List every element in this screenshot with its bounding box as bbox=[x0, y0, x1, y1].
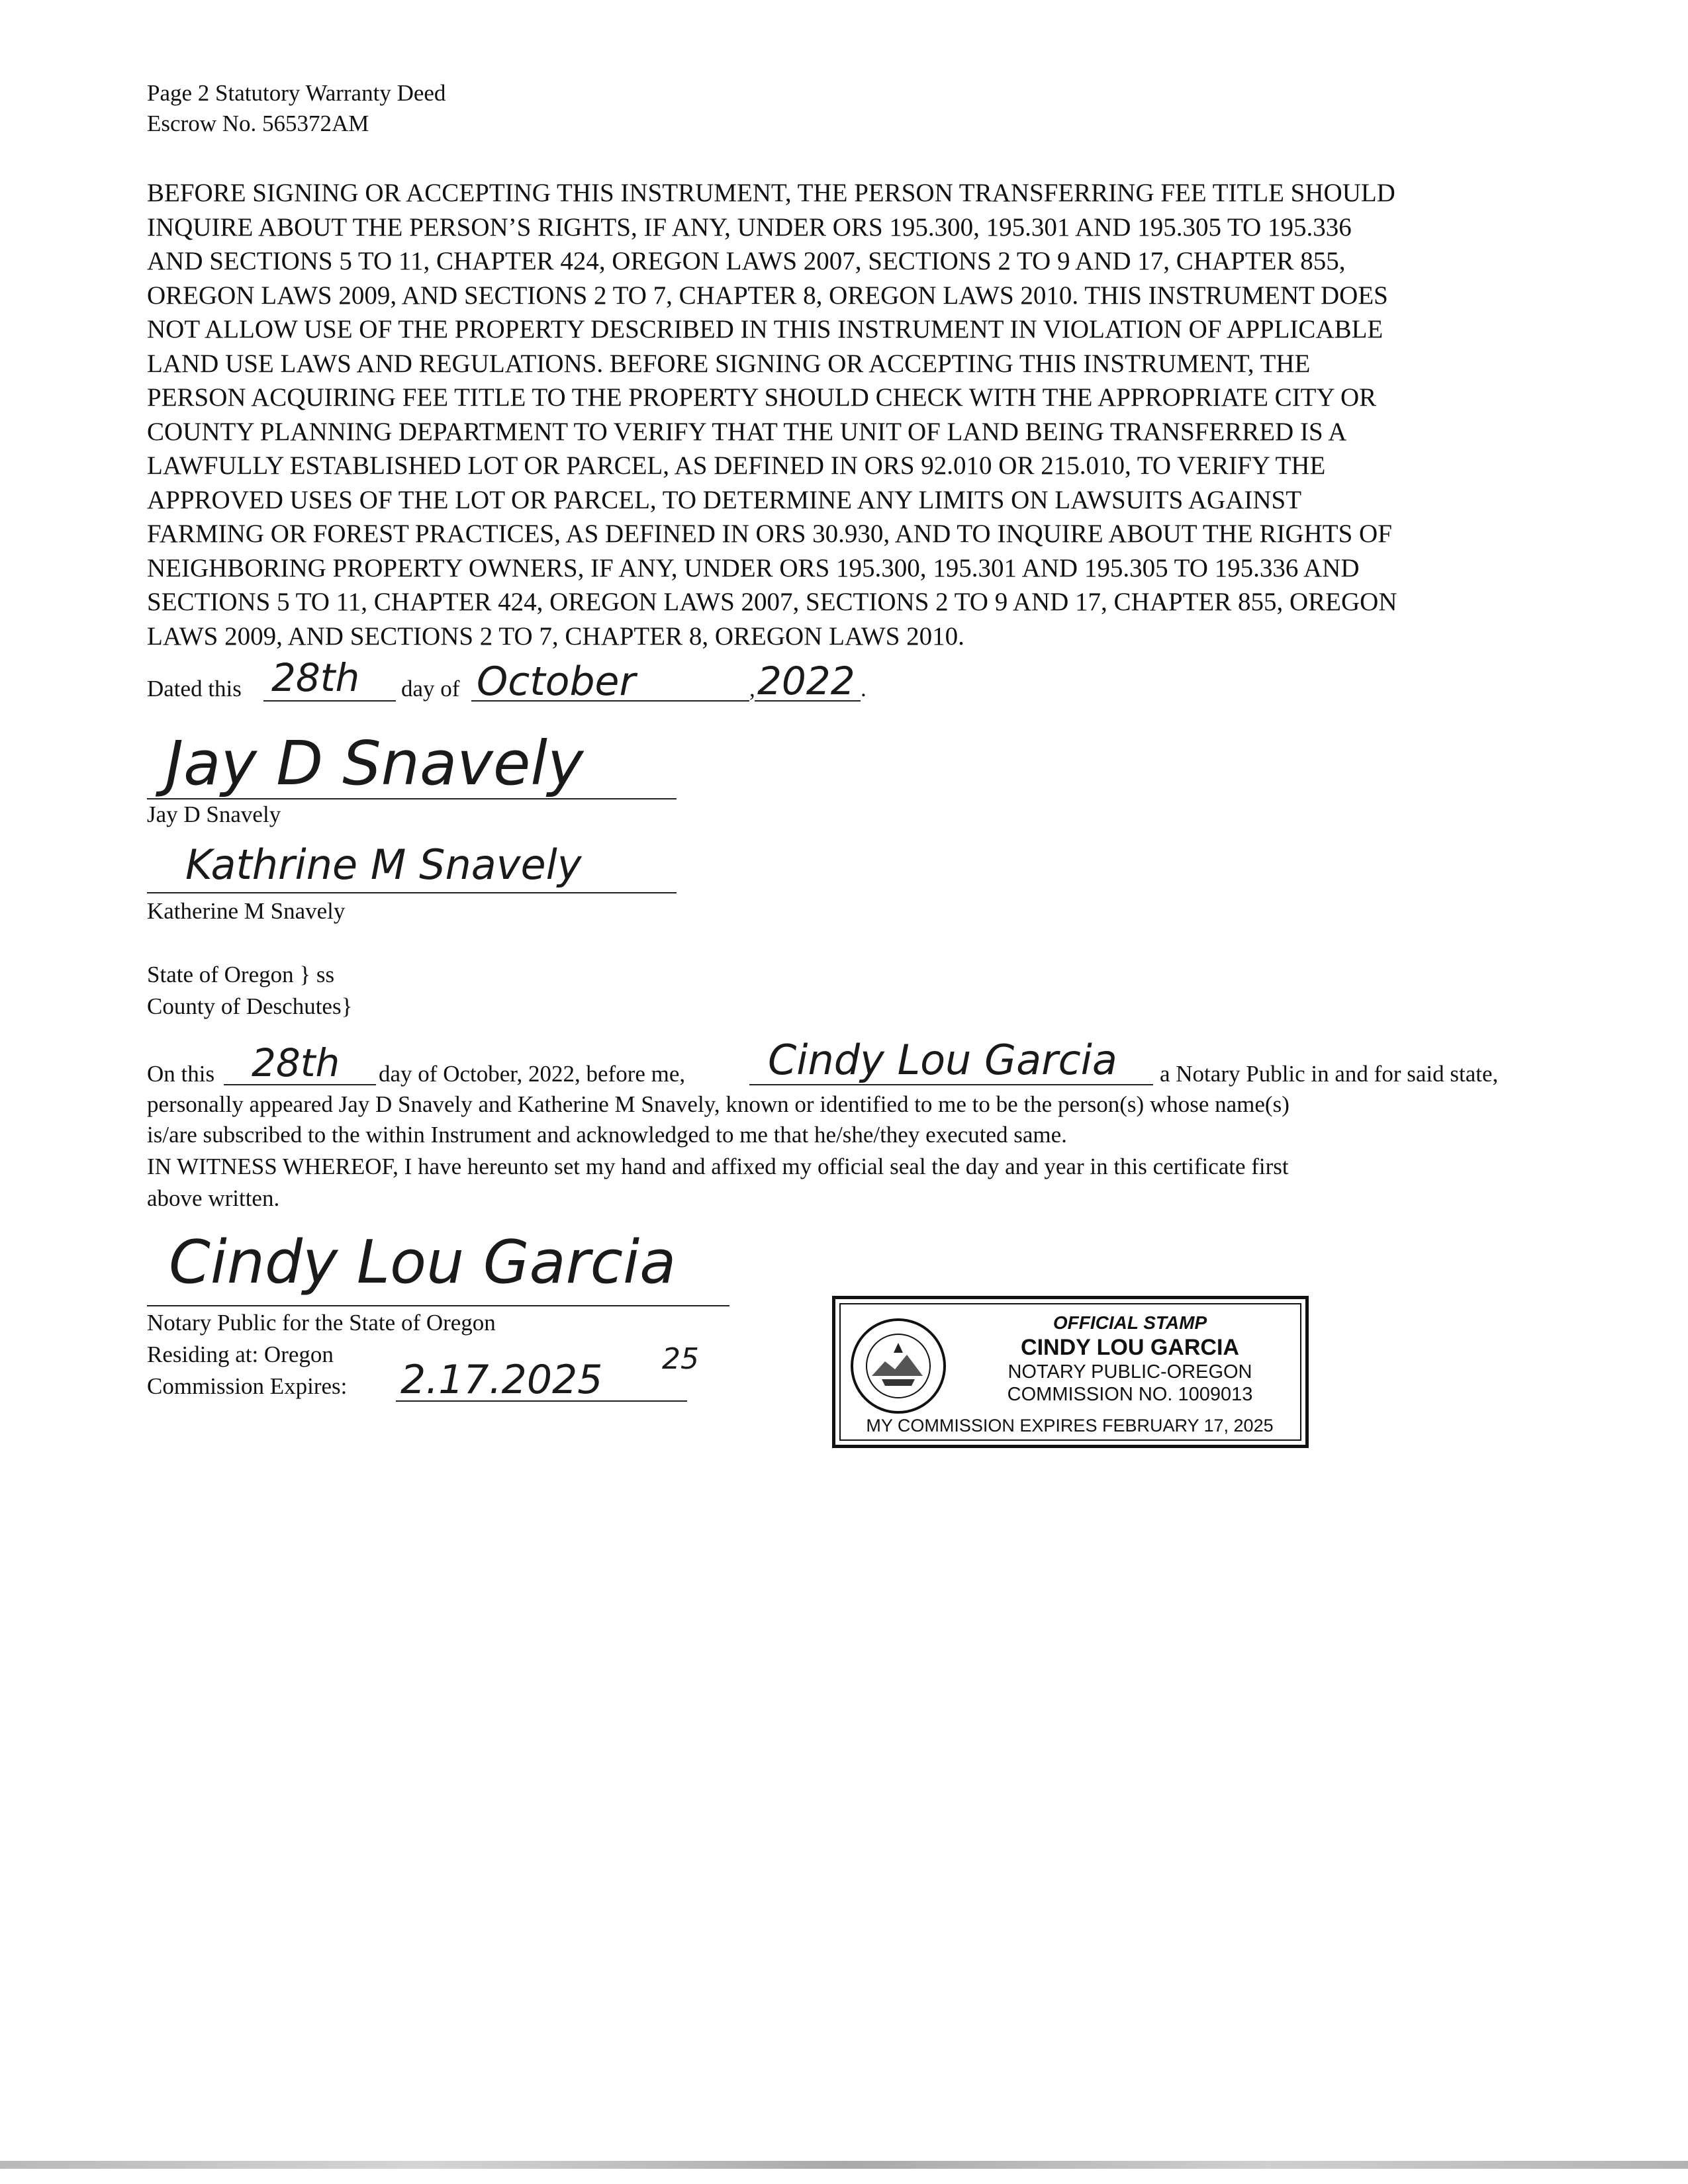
stamp-expiration: MY COMMISSION EXPIRES FEBRUARY 17, 2025 bbox=[866, 1416, 1274, 1435]
notary-block-line-1: Notary Public for the State of Oregon bbox=[147, 1310, 496, 1336]
notary-expires-line bbox=[396, 1400, 687, 1402]
scan-edge bbox=[0, 2161, 1688, 2169]
dated-month-line bbox=[471, 700, 749, 702]
dated-prefix: Dated this bbox=[147, 676, 242, 702]
stamp-title: OFFICIAL STAMP bbox=[1053, 1312, 1207, 1333]
notice-line: LAWS 2009, AND SECTIONS 2 TO 7, CHAPTER 8, OREGON LAWS 2010. bbox=[147, 621, 964, 651]
signature-jay-snavely: Jay D Snavely bbox=[165, 728, 584, 799]
dated-month-handwritten: October bbox=[477, 659, 636, 705]
signature-line-1 bbox=[147, 798, 677, 799]
signer-name-1: Jay D Snavely bbox=[147, 801, 281, 827]
notice-line: NOT ALLOW USE OF THE PROPERTY DESCRIBED IN THIS INSTRUMENT IN VIOLATION OF APPLICABLE bbox=[147, 315, 1383, 343]
dated-year-line bbox=[755, 700, 861, 702]
notice-line: FARMING OR FOREST PRACTICES, AS DEFINED IN ORS 30.930, AND TO INQUIRE ABOUT THE RIGHTS OF bbox=[147, 520, 1392, 548]
statutory-notice bbox=[147, 176, 1550, 653]
dated-day-line bbox=[263, 700, 396, 702]
notice-line: AND SECTIONS 5 TO 11, CHAPTER 424, OREGON LAWS 2007, SECTIONS 2 TO 9 AND 17, CHAPTER 855, bbox=[147, 247, 1346, 275]
dated-period: . bbox=[861, 676, 867, 702]
ack-notary-name-handwritten: Cindy Lou Garcia bbox=[768, 1036, 1117, 1084]
dated-year-handwritten: 2022 bbox=[757, 659, 855, 704]
notice-line: LAND USE LAWS AND REGULATIONS. BEFORE SIGNING OR ACCEPTING THIS INSTRUMENT, THE bbox=[147, 349, 1311, 378]
ack-notary-name-line bbox=[749, 1084, 1153, 1085]
signature-line-2 bbox=[147, 892, 677, 893]
ack-day-line bbox=[224, 1084, 376, 1085]
notary-expires-correction: 25 bbox=[662, 1342, 699, 1376]
stamp-role: NOTARY PUBLIC-OREGON bbox=[1008, 1361, 1252, 1383]
notary-block-line-2: Residing at: Oregon bbox=[147, 1342, 334, 1367]
ack-line-4: IN WITNESS WHEREOF, I have hereunto set my hand and affixed my official seal the day and year in this certificate first bbox=[147, 1154, 1289, 1179]
notice-line: BEFORE SIGNING OR ACCEPTING THIS INSTRUMENT, THE PERSON TRANSFERRING FEE TITLE SHOULD bbox=[147, 179, 1395, 207]
notice-line: NEIGHBORING PROPERTY OWNERS, IF ANY, UNDER ORS 195.300, 195.301 AND 195.305 TO 195.336 AND bbox=[147, 553, 1360, 582]
ack-line-2: personally appeared Jay D Snavely and Katherine M Snavely, known or identified to me to be the person(s) whose name(s) bbox=[147, 1091, 1289, 1117]
ack-day-handwritten: 28th bbox=[252, 1040, 340, 1085]
notice-line: PERSON ACQUIRING FEE TITLE TO THE PROPERTY SHOULD CHECK WITH THE APPROPRIATE CITY OR bbox=[147, 383, 1377, 412]
notary-block-expires-label: Commission Expires: bbox=[147, 1373, 348, 1399]
ack-on-this: On this bbox=[147, 1061, 215, 1087]
dated-comma: , bbox=[749, 676, 755, 702]
ack-line-3: is/are subscribed to the within Instrument and acknowledged to me that he/she/they executed same. bbox=[147, 1122, 1067, 1148]
notice-line: SECTIONS 5 TO 11, CHAPTER 424, OREGON LAWS 2007, SECTIONS 2 TO 9 AND 17, CHAPTER 855, OREGON bbox=[147, 588, 1397, 616]
notice-line: APPROVED USES OF THE LOT OR PARCEL, TO DETERMINE ANY LIMITS ON LAWSUITS AGAINST bbox=[147, 485, 1302, 514]
ack-before-me: day of October, 2022, before me, bbox=[379, 1061, 686, 1087]
notice-line: COUNTY PLANNING DEPARTMENT TO VERIFY THAT THE UNIT OF LAND BEING TRANSFERRED IS A bbox=[147, 417, 1347, 446]
signature-katherine-snavely: Kathrine M Snavely bbox=[185, 841, 582, 889]
notary-signature: Cindy Lou Garcia bbox=[169, 1228, 677, 1297]
notice-line: INQUIRE ABOUT THE PERSON’S RIGHTS, IF ANY, UNDER ORS 195.300, 195.301 AND 195.305 TO 195.336 bbox=[147, 212, 1352, 242]
notary-expires-handwritten: 2.17.2025 bbox=[400, 1357, 603, 1403]
signer-name-2: Katherine M Snavely bbox=[147, 898, 346, 924]
dated-day-handwritten: 28th bbox=[271, 655, 360, 700]
official-notary-stamp bbox=[832, 1296, 1309, 1448]
stamp-notary-name: CINDY LOU GARCIA bbox=[1021, 1335, 1239, 1360]
oregon-state-seal-icon bbox=[849, 1316, 948, 1416]
ack-line-5: above written. bbox=[147, 1185, 280, 1211]
page-header-title: Page 2 Statutory Warranty Deed bbox=[147, 80, 446, 106]
notice-line: LAWFULLY ESTABLISHED LOT OR PARCEL, AS DEFINED IN ORS 92.010 OR 215.010, TO VERIFY THE bbox=[147, 451, 1326, 480]
ack-notary-public: a Notary Public in and for said state, bbox=[1160, 1061, 1499, 1087]
escrow-number: Escrow No. 565372AM bbox=[147, 111, 369, 136]
venue-county: County of Deschutes} bbox=[147, 993, 353, 1019]
notice-line: OREGON LAWS 2009, AND SECTIONS 2 TO 7, CHAPTER 8, OREGON LAWS 2010. THIS INSTRUMENT DOES bbox=[147, 281, 1388, 310]
venue-state: State of Oregon } ss bbox=[147, 962, 335, 987]
dated-dayof-label: day of bbox=[401, 676, 460, 702]
notary-signature-line bbox=[147, 1305, 729, 1306]
stamp-commission-number: COMMISSION NO. 1009013 bbox=[1007, 1384, 1253, 1405]
